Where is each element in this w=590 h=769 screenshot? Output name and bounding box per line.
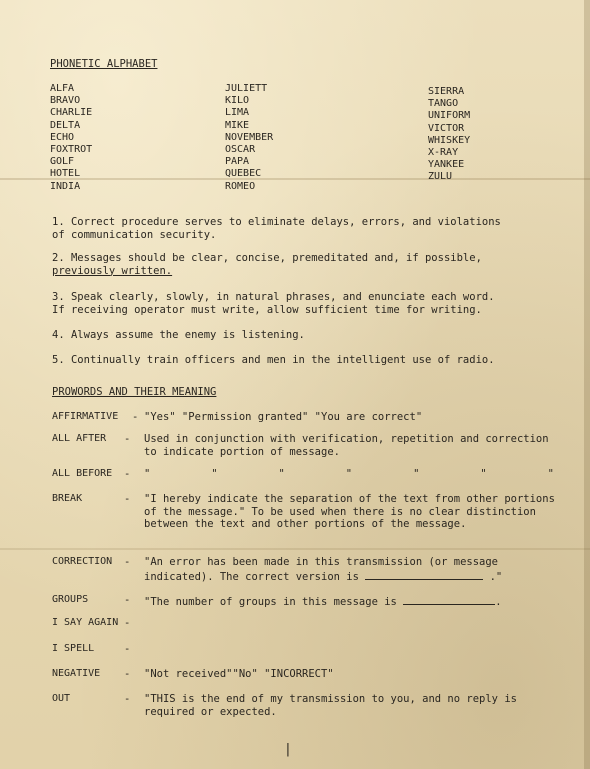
ditto-mark: " <box>211 468 218 480</box>
definition-line-end: ." <box>489 570 503 583</box>
ditto-mark: " <box>144 468 151 480</box>
proword-term: GROUPS <box>52 594 89 605</box>
ditto-mark: " <box>413 468 420 480</box>
ditto-mark: " <box>345 468 353 480</box>
alphabet-word: HOTEL <box>50 168 81 180</box>
alphabet-word: VICTOR <box>428 122 465 134</box>
rule-2 <box>52 252 512 277</box>
proword-dash: - <box>124 617 131 629</box>
proword-term: AFFIRMATIVE <box>52 411 119 422</box>
alphabet-word: INDIA <box>50 180 81 192</box>
phonetic-alphabet-title: PHONETIC ALPHABET <box>50 58 158 70</box>
alphabet-word: ECHO <box>50 131 75 143</box>
proword-dash: - <box>124 643 131 655</box>
proword-dash: - <box>124 693 131 705</box>
ditto-mark: " <box>480 468 487 480</box>
proword-dash: - <box>124 468 131 480</box>
rule-5 <box>52 354 512 367</box>
rule-text: Speak clearly, slowly, in natural phrases, and enunciate each word. If receiving operator must write, allow sufficient time for writing. <box>52 291 495 316</box>
paper-fold-line <box>0 548 590 550</box>
rule-number: 5. <box>52 354 65 366</box>
proword-dash: - <box>124 668 131 680</box>
proword-definition: Used in conjunction with verification, repetition and correction to indicate portion of message. <box>144 433 549 458</box>
proword-definition <box>144 556 564 583</box>
alphabet-word: X-RAY <box>428 147 459 159</box>
rule-text: Messages should be clear, concise, premeditated and, if possible, <box>70 252 482 264</box>
rule-1 <box>52 216 512 241</box>
proword-definition <box>144 594 564 609</box>
ditto-marks <box>144 468 554 480</box>
alphabet-word: KILO <box>225 95 250 107</box>
alphabet-word: QUEBEC <box>225 168 262 180</box>
definition-text: "The number of groups in this message is <box>144 596 397 608</box>
rule-number: 2. <box>52 252 65 264</box>
alphabet-column-1 <box>50 83 92 193</box>
proword-dash: - <box>124 594 131 606</box>
proword-dash: - <box>124 556 131 568</box>
alphabet-word: ZULU <box>428 171 453 183</box>
alphabet-word: TANGO <box>428 98 459 110</box>
paper-edge-shadow <box>584 0 590 769</box>
prowords-title: PROWORDS AND THEIR MEANING <box>52 386 217 398</box>
alphabet-word: FOXTROT <box>50 144 93 156</box>
rule-text: Correct procedure serves to eliminate delays, errors, and violations of communication security. <box>52 216 501 241</box>
alphabet-word: DELTA <box>50 119 81 131</box>
alphabet-word: UNIFORM <box>428 110 471 122</box>
alphabet-word: GOLF <box>50 156 75 168</box>
alphabet-column-3 <box>428 86 470 184</box>
proword-dash: - <box>124 493 131 505</box>
proword-term: ALL BEFORE <box>52 468 113 479</box>
proword-term: ALL AFTER <box>52 433 107 444</box>
ditto-mark: " <box>278 468 285 480</box>
alphabet-word: LIMA <box>225 107 250 119</box>
alphabet-word: PAPA <box>225 156 250 168</box>
alphabet-word: MIKE <box>225 119 250 131</box>
proword-definition: "Not received""No" "INCORRECT" <box>144 668 334 680</box>
rule-text: Continually train officers and men in the intelligent use of radio. <box>70 354 495 366</box>
alphabet-word: WHISKEY <box>428 134 471 146</box>
alphabet-word: ROMEO <box>225 180 256 192</box>
definition-line: indicated). The correct version is <box>144 570 359 583</box>
proword-definition: "I hereby indicate the separation of the text from other portions of the message." To be used when there is no clear distinction between the text and other portions of the message. <box>144 493 555 530</box>
alphabet-word: JULIETT <box>225 83 268 94</box>
alphabet-word: ALFA <box>50 83 75 94</box>
alphabet-word: YANKEE <box>428 159 465 171</box>
alphabet-word: SIERRA <box>428 86 465 97</box>
definition-line: "An error has been made in this transmission (or message <box>144 556 499 568</box>
proword-dash: - <box>132 411 139 423</box>
proword-term: I SAY AGAIN <box>52 617 119 628</box>
rule-number: 1. <box>52 216 65 228</box>
proword-term: CORRECTION <box>52 556 113 567</box>
rule-number: 4. <box>52 329 65 341</box>
proword-term: OUT <box>52 693 71 704</box>
definition-end: . <box>495 596 502 608</box>
proword-dash: - <box>124 433 131 445</box>
fill-in-blank <box>365 569 483 580</box>
fill-in-blank <box>403 594 495 605</box>
proword-term: BREAK <box>52 493 83 504</box>
alphabet-column-2 <box>225 83 273 193</box>
alphabet-word: OSCAR <box>225 144 256 156</box>
proword-definition: "Yes" "Permission granted" "You are correct" <box>144 411 423 423</box>
proword-definition: "THIS is the end of my transmission to you, and no reply is required or expected. <box>144 693 517 718</box>
proword-term: NEGATIVE <box>52 668 101 679</box>
ditto-mark: " <box>547 468 554 480</box>
rule-4 <box>52 329 512 342</box>
rule-number: 3. <box>52 291 65 303</box>
rule-text-underlined: previously written. <box>52 264 173 277</box>
rule-3 <box>52 291 512 316</box>
proword-term: I SPELL <box>52 643 95 654</box>
alphabet-word: NOVEMBER <box>225 131 274 143</box>
footer-mark: | <box>284 742 292 757</box>
rule-text: Always assume the enemy is listening. <box>70 329 305 341</box>
alphabet-word: CHARLIE <box>50 107 93 119</box>
alphabet-word: BRAVO <box>50 95 81 107</box>
